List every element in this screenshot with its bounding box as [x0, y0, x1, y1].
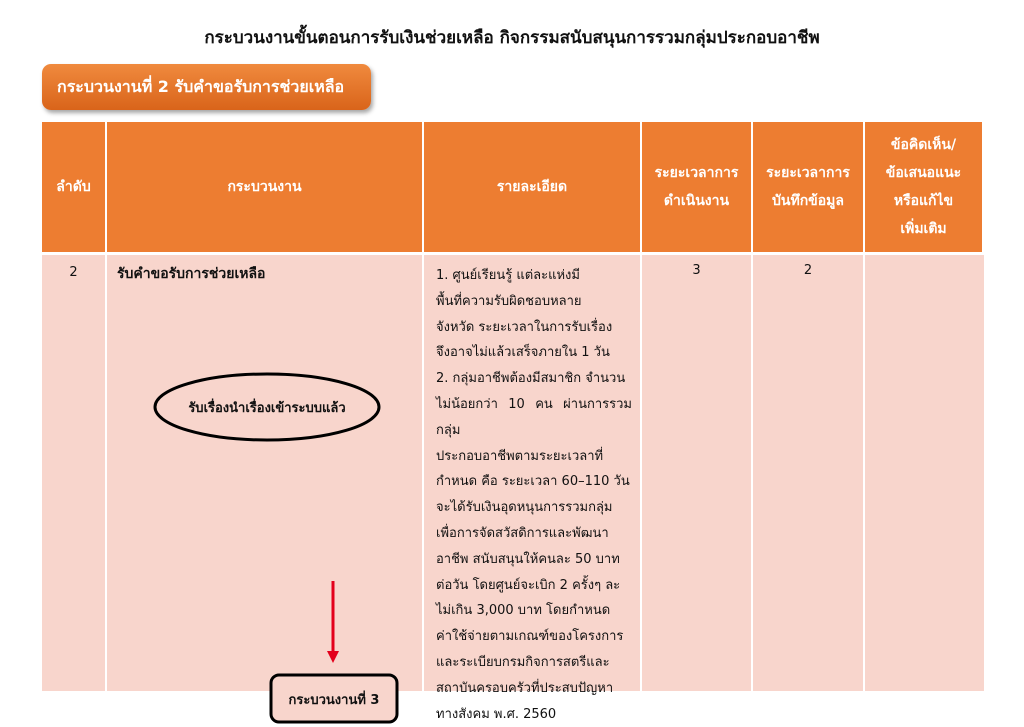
header-comment-line1: ข้อคิดเห็น/ [890, 137, 957, 153]
detail-line: กำหนด คือ ระยะเวลา 60–110 วัน [436, 474, 630, 490]
flow-start-label: รับเรื่องนำเรื่องเข้าระบบแล้ว [188, 401, 346, 416]
detail-line: 2. กลุ่มอาชีพต้องมีสมาชิก จำนวน [436, 371, 626, 387]
detail-line: ทางสังคม พ.ศ. 2560 [436, 706, 557, 722]
flow-arrow [327, 581, 339, 663]
step-badge [42, 64, 371, 110]
detail-line: พื้นที่ความรับผิดชอบหลาย [436, 293, 582, 309]
cell-operation-time [642, 252, 753, 691]
process-table [42, 122, 984, 722]
cell-record-time [753, 252, 865, 691]
detail-text [436, 263, 632, 727]
detail-line: จะได้รับเงินอุดหนุนการรวมกลุ่ม [436, 500, 613, 516]
detail-line: จังหวัด ระยะเวลาในการรับเรื่อง [436, 319, 613, 335]
detail-line: ต่อวัน โดยศูนย์จะเบิก 2 ครั้งๆ ละ [436, 577, 621, 593]
header-detail [424, 122, 642, 252]
header-comment-line3: หรือแก้ไข [893, 193, 954, 209]
cell-detail [424, 252, 642, 722]
record-time-value: 2 [803, 263, 813, 278]
header-comment [865, 122, 984, 252]
detail-line: ไม่น้อยกว่า 10 คน ผ่านการรวมกลุ่ม [436, 396, 632, 438]
process-title: รับคำขอรับการช่วยเหลือ [117, 266, 266, 282]
header-record-time-line1: ระยะเวลาการ [766, 165, 850, 181]
cell-order [42, 252, 107, 691]
header-order [42, 122, 107, 252]
header-process [107, 122, 424, 252]
header-operation-time [642, 122, 753, 252]
header-comment-line2: ข้อเสนอแนะ [885, 165, 962, 181]
header-process-label: กระบวนงาน [227, 179, 302, 195]
detail-line: 1. ศูนย์เรียนรู้ แต่ละแห่งมี [436, 268, 580, 283]
header-operation-time-line1: ระยะเวลาการ [654, 165, 739, 181]
detail-line: จึงอาจไม่แล้วเสร็จภายใน 1 วัน [436, 345, 610, 361]
header-record-time-line2: บันทึกข้อมูล [772, 193, 844, 209]
cell-comment [865, 252, 984, 691]
header-order-label: ลำดับ [56, 179, 91, 195]
header-comment-line4: เพิ่มเติม [900, 221, 947, 237]
detail-line: ประกอบอาชีพตามระยะเวลาที่ [436, 448, 604, 464]
header-detail-label: รายละเอียด [496, 179, 568, 195]
detail-line: และระเบียบกรมกิจการสตรีและ [436, 654, 610, 670]
detail-line: ไม่เกิน 3,000 บาท โดยกำหนด [436, 603, 611, 619]
header-record-time [753, 122, 865, 252]
header-operation-time-line2: ดำเนินงาน [663, 193, 730, 209]
detail-line: สถาบันครอบครัวที่ประสบปัญหา [436, 680, 614, 696]
order-value: 2 [69, 265, 78, 280]
detail-line: เพื่อการจัดสวัสดิการและพัฒนา [436, 525, 609, 541]
detail-line: ค่าใช้จ่ายตามเกณฑ์ของโครงการ [436, 629, 624, 645]
flow-diagram [107, 255, 424, 708]
flow-end-label: กระบวนงานที่ 3 [288, 693, 380, 708]
arrow-head-icon [327, 651, 339, 663]
step-badge-label: กระบวนงานที่ 2 รับคำขอรับการช่วยเหลือ [57, 76, 345, 96]
operation-time-value: 3 [692, 263, 701, 278]
cell-process [107, 252, 424, 708]
detail-line: อาชีพ สนับสนุนให้คนละ 50 บาท [436, 551, 620, 567]
document-title: กระบวนงานขั้นตอนการรับเงินช่วยเหลือ กิจกรรมสนับสนุนการรวมกลุ่มประกอบอาชีพ [204, 28, 820, 48]
